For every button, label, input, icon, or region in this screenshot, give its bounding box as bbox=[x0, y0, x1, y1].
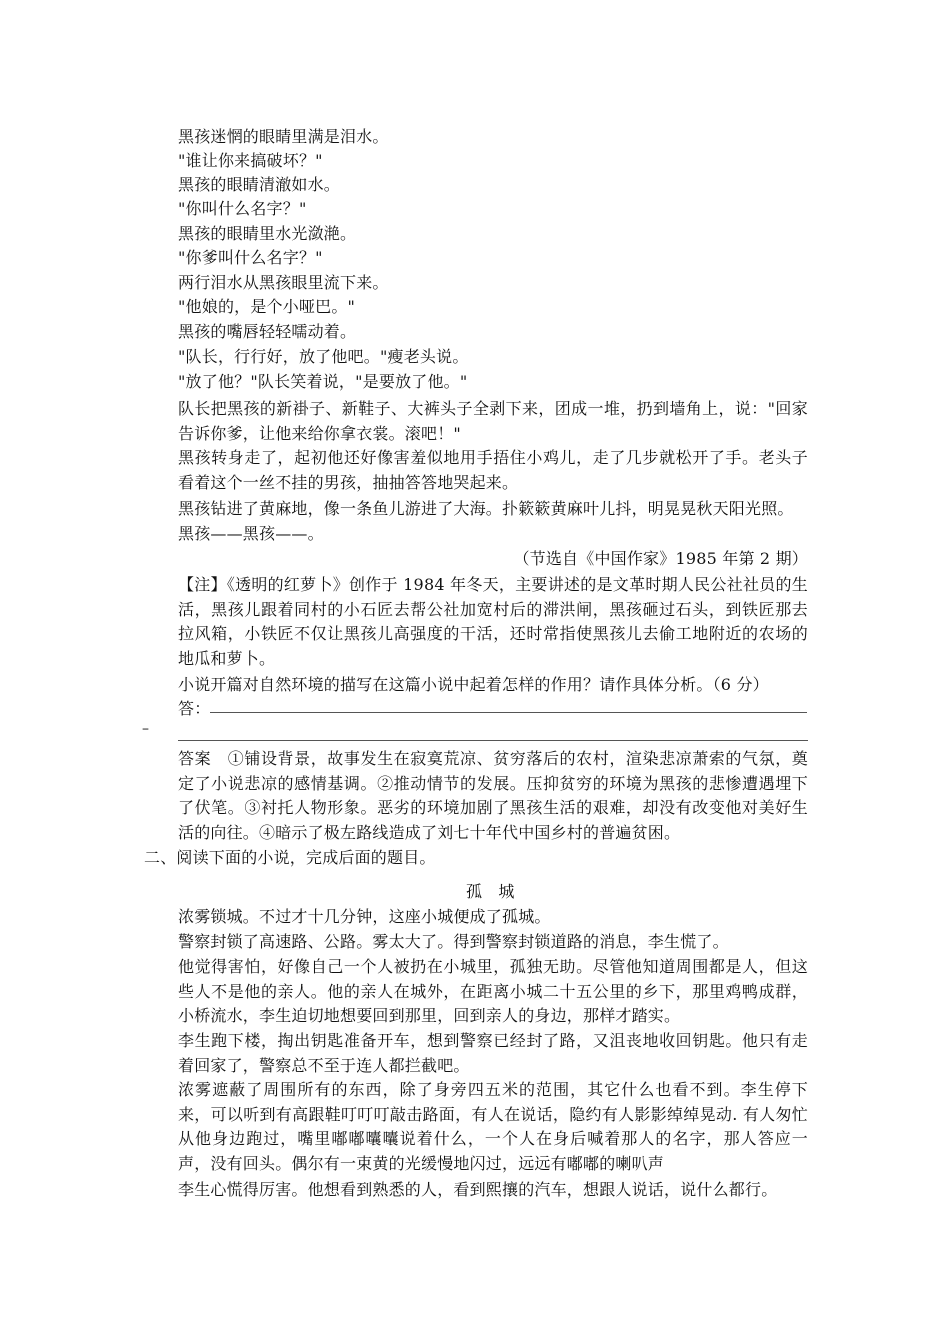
answer-line bbox=[178, 740, 808, 741]
story-line: "你叫什么名字？" bbox=[178, 199, 307, 218]
dash-mark: – bbox=[142, 721, 150, 737]
story-title: 孤 城 bbox=[466, 882, 515, 901]
story-paragraph: 李生跑下楼，掏出钥匙准备开车，想到警察已经封了路，又沮丧地收回钥匙。他只有走着回家了，警察总不至于连人都拦截吧。 bbox=[178, 1031, 808, 1075]
story-line: "你爹叫什么名字？" bbox=[178, 248, 323, 267]
story-line: 两行泪水从黑孩眼里流下来。 bbox=[178, 273, 389, 292]
story-line: 黑孩的眼睛里水光潋滟。 bbox=[178, 224, 357, 243]
section-heading: 二、阅读下面的小说，完成后面的题目。 bbox=[144, 848, 436, 867]
answer-line bbox=[210, 712, 807, 713]
story-paragraph: 浓雾锁城。不过才十几分钟，这座小城便成了孤城。 bbox=[178, 907, 551, 926]
story-line: "谁让你来搞破坏？" bbox=[178, 151, 323, 170]
story-paragraph: 队长把黑孩的新褂子、新鞋子、大裤头子全剥下来，团成一堆，扔到墙角上，说："回家告诉你爹，让他来给你拿衣裳。滚吧！" bbox=[178, 399, 808, 443]
story-line: 黑孩的眼睛清澈如水。 bbox=[178, 175, 341, 194]
story-paragraph: 李生心慌得厉害。他想看到熟悉的人，看到熙攘的汽车，想跟人说话，说什么都行。 bbox=[178, 1180, 778, 1199]
question-text: 小说开篇对自然环境的描写在这篇小说中起着怎样的作用？请作具体分析。（6 分） bbox=[178, 675, 769, 694]
story-paragraph: 浓雾遮蔽了周围所有的东西，除了身旁四五米的范围，其它什么也看不到。李生停下来，可以听到有高跟鞋叮叮叮敲击路面，有人在说话，隐约有人影影绰绰晃动. 有人匆忙从他身边跑过，嘴里嘟嘟囔囔说着什么，一个人在身后喊着那人的名字，那人答应一声，没有回头。偶尔有一束黄的光缓慢地闪过，远远有嘟嘟的喇叭声 bbox=[178, 1080, 808, 1173]
story-paragraph: 黑孩转身走了，起初他还好像害羞似地用手捂住小鸡儿，走了几步就松开了手。老头子看着这个一丝不挂的男孩，抽抽答答地哭起来。 bbox=[178, 448, 808, 492]
story-paragraph: 警察封锁了高速路、公路。雾太大了。得到警察封锁道路的消息，李生慌了。 bbox=[178, 932, 729, 951]
story-paragraph: 黑孩钻进了黄麻地，像一条鱼儿游进了大海。扑簌簌黄麻叶儿抖，明晃晃秋天阳光照。 bbox=[178, 499, 794, 518]
story-line: 黑孩迷惘的眼睛里满是泪水。 bbox=[178, 127, 389, 146]
source-citation: （节选自《中国作家》1985 年第 2 期） bbox=[513, 549, 808, 568]
answer-text: 答案 ①铺设背景，故事发生在寂寞荒凉、贫穷落后的农村，渲染悲凉萧索的气氛，奠定了小说悲凉的感情基调。②推动情节的发展。压抑贫穷的环境为黑孩的悲惨遭遇埋下了伏笔。③衬托人物形象。恶劣的环境加剧了黑孩生活的艰难，却没有改变他对美好生活的向往。④暗示了极左路线造成了刘七十年代中国乡村的普遍贫困。 bbox=[178, 749, 808, 842]
editor-note: 【注】《透明的红萝卜》创作于 1984 年冬天，主要讲述的是文革时期人民公社社员的生活，黑孩儿跟着同村的小石匠去帮公社加宽村后的滞洪闸，黑孩砸过石头，到铁匠那去拉风箱，小铁匠不仅让黑孩儿高强度的干活，还时常指使黑孩儿去偷工地附近的农场的地瓜和萝卜。 bbox=[178, 575, 808, 668]
story-paragraph: 黑孩——黑孩——。 bbox=[178, 524, 324, 543]
story-line: "队长，行行好，放了他吧。"瘦老头说。 bbox=[178, 347, 469, 366]
answer-label: 答： bbox=[178, 699, 211, 718]
story-line: "放了他？"队长笑着说，"是要放了他。" bbox=[178, 372, 468, 391]
story-line: "他娘的，是个小哑巴。" bbox=[178, 297, 356, 316]
story-line: 黑孩的嘴唇轻轻嚅动着。 bbox=[178, 322, 357, 341]
story-paragraph: 他觉得害怕，好像自己一个人被扔在小城里，孤独无助。尽管他知道周围都是人，但这些人不是他的亲人。他的亲人在城外，在距离小城二十五公里的乡下，那里鸡鸭成群，小桥流水，李生迫切地想要回到那里，回到亲人的身边，那样才踏实。 bbox=[178, 957, 808, 1025]
